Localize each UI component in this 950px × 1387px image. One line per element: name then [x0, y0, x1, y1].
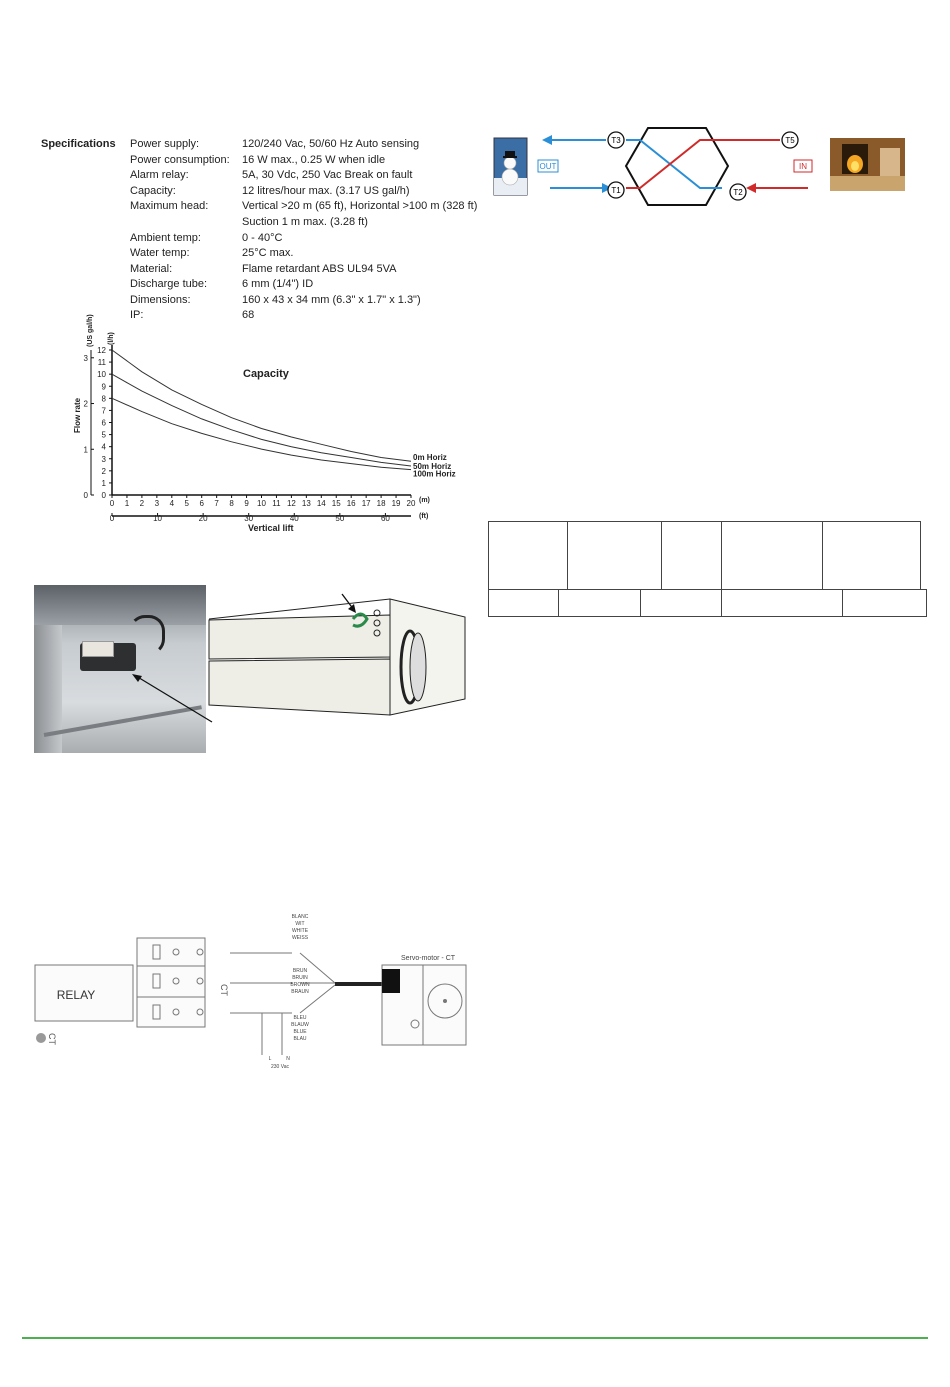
sensor-t5-label: T5	[785, 136, 795, 145]
spec-value: Flame retardant ABS UL94 5VA	[242, 263, 397, 275]
y-tick-label: 3	[101, 454, 106, 464]
table-cell	[567, 521, 662, 590]
table-cell	[558, 589, 641, 617]
y-axis-title: Flow rate	[73, 397, 82, 433]
x-tick-label: 11	[272, 499, 281, 508]
blank-table	[488, 521, 928, 617]
white-wire-label: WEISS	[291, 935, 309, 941]
blue-wire-label: BLAUW	[291, 1022, 309, 1028]
footer-rule	[22, 1337, 928, 1339]
x-ft-tick-label: 20	[198, 514, 208, 523]
y-tick-label: 5	[101, 430, 106, 440]
x-tick-label: 7	[214, 499, 219, 508]
n-terminal-label: N	[286, 1056, 290, 1062]
series-line	[112, 350, 411, 461]
specifications-heading: Specifications	[41, 138, 116, 150]
y-tick-label: 4	[101, 442, 106, 452]
x-ft-tick-label: 10	[153, 514, 163, 523]
y-tick-label: 9	[101, 382, 106, 392]
brown-wire-label: BRUN	[292, 968, 308, 974]
table-cell	[721, 589, 843, 617]
spec-label: IP:	[130, 309, 144, 321]
specifications-block	[0, 0, 490, 330]
series-line	[112, 398, 411, 469]
blue-wire-label: BLUE	[293, 1029, 307, 1035]
table-cell	[640, 589, 722, 617]
x-tick-label: 17	[361, 499, 371, 508]
y-gal-tick-label: 0	[83, 491, 88, 500]
x-axis-title: Vertical lift	[248, 523, 294, 533]
servo-motor	[382, 955, 466, 1045]
y-tick-label: 12	[97, 346, 106, 355]
table-cell	[842, 589, 927, 617]
spec-label: Power consumption:	[130, 154, 230, 166]
spec-value: 68	[242, 309, 255, 321]
x-unit-m: (m)	[419, 497, 430, 504]
sensor-t2	[730, 184, 746, 200]
sensor-t2-label: T2	[733, 188, 743, 197]
table-cell	[721, 521, 823, 590]
x-tick-label: 12	[286, 499, 296, 508]
voltage-label: 230 Vac	[271, 1064, 289, 1070]
y-tick-label: 6	[101, 418, 106, 428]
spec-value: 120/240 Vac, 50/60 Hz Auto sensing	[242, 138, 420, 150]
wiring-diagram	[30, 905, 470, 1075]
ct-legend-label: CT	[47, 1033, 57, 1045]
brown-wire-label: BRUIN	[292, 975, 308, 981]
x-tick-label: 8	[229, 499, 234, 508]
x-tick-label: 4	[169, 499, 175, 508]
y-tick-label: 11	[97, 358, 106, 368]
x-tick-label: 6	[199, 499, 204, 508]
spec-label: Alarm relay:	[130, 169, 189, 181]
relay-label: RELAY	[56, 988, 96, 1002]
servo-label: Servo-motor - CT	[400, 955, 456, 962]
extract-arrow-icon	[746, 183, 756, 193]
table-cell	[488, 521, 568, 590]
brown-wire-label: BROWN	[290, 982, 310, 988]
y-gal-tick-label: 3	[83, 353, 88, 363]
white-wire-label: WHITE	[291, 928, 309, 934]
l-terminal-label: L	[268, 1056, 272, 1062]
x-tick-label: 5	[184, 499, 189, 508]
y-tick-label: 7	[101, 406, 106, 416]
x-tick-label: 2	[139, 499, 145, 508]
x-tick-label: 16	[346, 499, 356, 508]
out-label: OUT	[539, 162, 557, 171]
x-tick-label: 1	[124, 499, 130, 508]
spec-value: 160 x 43 x 34 mm (6.3" x 1.7" x 1.3")	[242, 294, 421, 306]
y-tick-label: 0	[101, 491, 106, 500]
spec-value: 5A, 30 Vdc, 250 Vac Break on fault	[242, 169, 413, 181]
x-ft-tick-label: 50	[335, 514, 345, 523]
y-tick-label: 10	[97, 370, 106, 380]
spec-label: Water temp:	[130, 247, 190, 259]
table-cell	[822, 521, 921, 590]
spec-value: 0 - 40°C	[242, 232, 283, 244]
y-tick-label: 1	[101, 478, 106, 488]
heat-exchanger-diagram	[490, 120, 920, 220]
out-arrow-icon	[542, 135, 552, 145]
spec-label: Discharge tube:	[130, 278, 208, 290]
sensor-t3-label: T3	[611, 136, 621, 145]
capacity-chart	[60, 305, 480, 540]
x-ft-tick-label: 0	[109, 514, 115, 523]
ct-dot-icon	[36, 1033, 46, 1043]
x-tick-label: 14	[316, 499, 326, 508]
spec-value: Suction 1 m max. (3.28 ft)	[242, 216, 368, 228]
x-tick-label: 15	[331, 499, 341, 508]
chart-title: Capacity	[243, 368, 289, 380]
spec-value: 6 mm (1/4") ID	[242, 278, 314, 290]
spec-value: 16 W max., 0.25 W when idle	[242, 154, 386, 166]
spec-label: Material:	[130, 263, 173, 275]
x-tick-label: 13	[301, 499, 311, 508]
y-unit-gal: (US gal/h)	[87, 314, 94, 347]
series-line	[112, 374, 411, 466]
spec-value: 12 litres/hour max. (3.17 US gal/h)	[242, 185, 410, 197]
white-wire-label: BLANC	[291, 914, 309, 920]
series-label: 100m Horiz	[413, 469, 456, 479]
spec-label: Power supply:	[130, 138, 200, 150]
spec-label: Capacity:	[130, 185, 176, 197]
cold-outdoor-picture	[494, 138, 527, 195]
y-tick-label: 2	[101, 466, 106, 476]
y-tick-label: 8	[101, 394, 106, 404]
x-ft-tick-label: 30	[244, 514, 254, 523]
x-tick-label: 18	[376, 499, 386, 508]
series-label: 50m Horiz	[413, 462, 452, 471]
in-label: IN	[799, 162, 807, 171]
table-cell	[661, 521, 722, 590]
blue-wire-label: BLAU	[293, 1036, 307, 1042]
spec-value: Vertical >20 m (65 ft), Horizontal >100 m (328 ft)	[242, 200, 478, 212]
spec-label: Maximum head:	[130, 200, 209, 212]
spec-label: Dimensions:	[130, 294, 191, 306]
white-wire-label: WIT	[295, 921, 305, 927]
unit-drawing	[205, 595, 470, 720]
ct-side-label: CT	[219, 984, 229, 996]
series-label: 0m Horiz	[413, 453, 447, 463]
sensor-t5	[782, 132, 798, 148]
y-gal-tick-label: 2	[83, 399, 88, 409]
spec-label: Ambient temp:	[130, 232, 201, 244]
sensor-t3	[608, 132, 624, 148]
y-gal-tick-label: 1	[83, 445, 88, 455]
x-tick-label: 0	[109, 499, 115, 508]
x-tick-label: 19	[391, 499, 401, 508]
x-tick-label: 10	[257, 499, 266, 508]
x-unit-ft: (ft)	[419, 513, 429, 520]
x-ft-tick-label: 60	[380, 514, 390, 523]
sensor-t1-label: T1	[611, 186, 621, 195]
x-tick-label: 20	[406, 499, 416, 508]
table-cell	[488, 589, 559, 617]
sensor-t1	[608, 182, 624, 198]
blue-wire-label: BLEU	[293, 1015, 307, 1021]
terminal-block	[137, 938, 205, 1027]
brown-wire-label: BRAUN	[291, 989, 309, 995]
warm-indoor-picture	[830, 138, 905, 191]
spec-value: 25°C max.	[242, 247, 294, 259]
x-ft-tick-label: 40	[289, 514, 299, 523]
x-tick-label: 9	[244, 499, 249, 508]
x-tick-label: 3	[154, 499, 160, 508]
y-unit-lh: (l/h)	[108, 332, 115, 345]
